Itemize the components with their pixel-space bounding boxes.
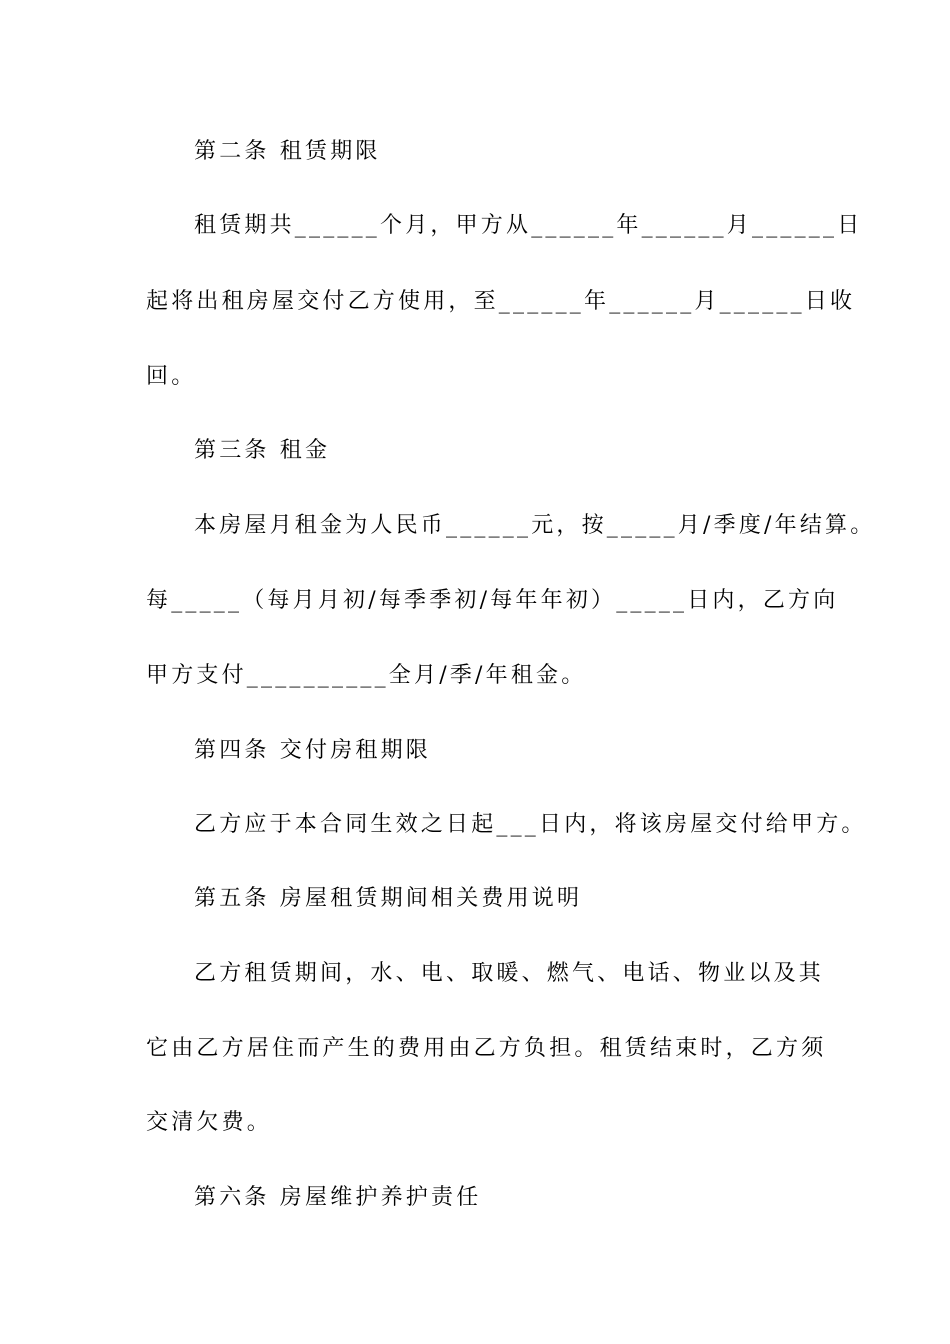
article-5-text-line-3: 交清欠费。 [146,1110,273,1135]
article-3-text-line-1: 本房屋月租金为人民币______元，按_____月/季度/年结算。 [194,513,876,538]
article-4-heading: 第四条 交付房租期限 [194,738,431,763]
article-5-text-line-1: 乙方租赁期间，水、电、取暖、燃气、电话、物业以及其 [194,961,825,986]
article-3-text-line-3: 甲方支付__________全月/季/年租金。 [146,663,587,688]
article-6-heading: 第六条 房屋维护养护责任 [194,1185,482,1210]
article-3-text-line-2: 每_____（每月月初/每季季初/每年年初）_____日内，乙方向 [146,588,839,613]
article-4-text-line-1: 乙方应于本合同生效之日起___日内，将该房屋交付给甲方。 [194,812,867,837]
article-5-text-line-2: 它由乙方居住而产生的费用由乙方负担。租赁结束时，乙方须 [146,1036,827,1061]
article-2-text-line-3: 回。 [146,364,197,389]
article-3-heading: 第三条 租金 [194,438,331,463]
article-2-heading: 第二条 租赁期限 [194,139,381,164]
article-2-text-line-2: 起将出租房屋交付乙方使用，至______年______月______日收 [146,289,856,314]
article-2-text-line-1: 租赁期共______个月，甲方从______年______月______日 [194,213,863,238]
article-5-heading: 第五条 房屋租赁期间相关费用说明 [194,886,583,911]
